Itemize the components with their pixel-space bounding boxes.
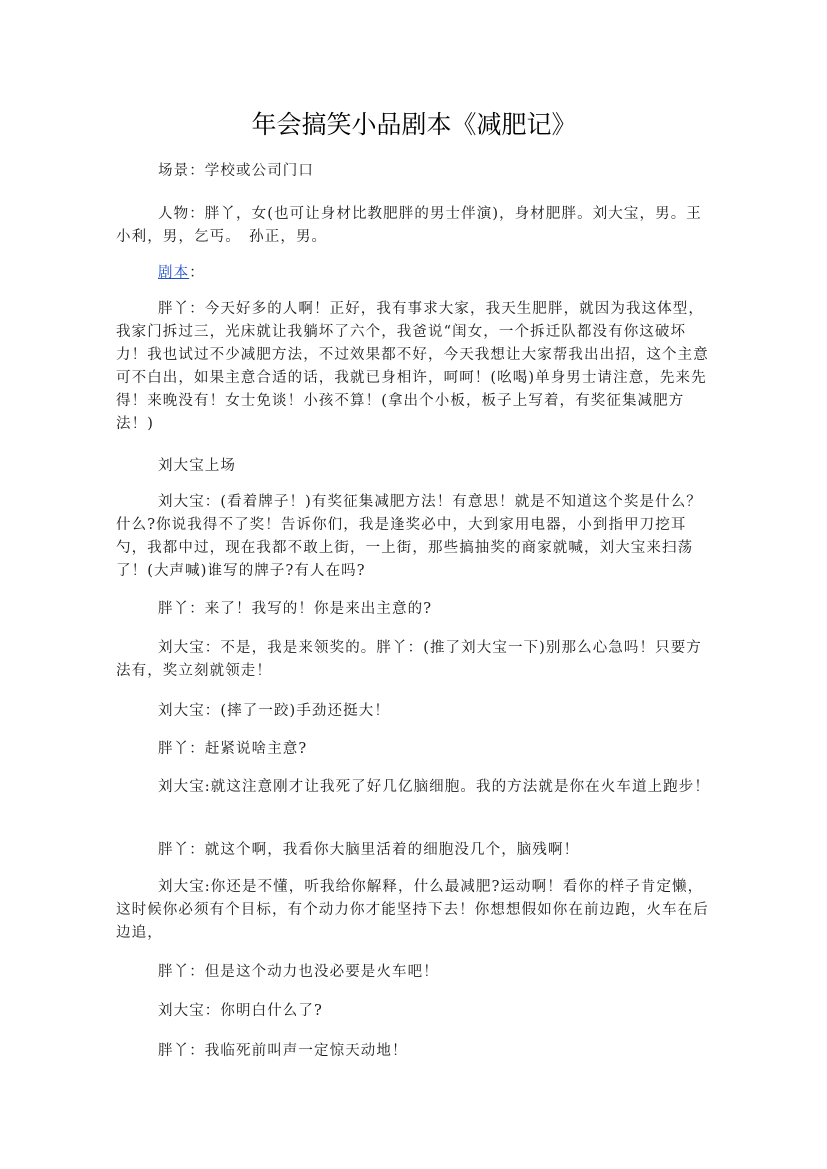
dialogue-paragraph: 刘大宝：(摔了一跤)手劲还挺大！ bbox=[158, 703, 390, 719]
script-heading-colon: ： bbox=[189, 265, 205, 281]
scene-line: 场景：学校或公司门口 bbox=[158, 163, 314, 179]
dialogue-paragraph: 胖丫：赶紧说啥主意? bbox=[158, 741, 308, 757]
dialogue-paragraph: 胖丫：今天好多的人啊！正好，我有事求大家，我天生肥胖，就因为我这体型，我家门拆过三，光床就让我躺坏了六个，我爸说“闺女，一个拆迁队都没有你这破坏力！我也试过不少减肥方法，不过效果都不好，今天我想让大家帮我出出招，这个主意可不白出，如果主意合适的话，我就已身相许，呵呵！(吆喝)单身男士请注意，先来先得！来晚没有！女士免谈！小孩不算！(拿出个小板，板子上写着，有奖征集减肥方法！) bbox=[116, 301, 709, 432]
dialogue-paragraph: 胖丫：来了！我写的！你是来出主意的? bbox=[158, 601, 433, 617]
characters-paragraph: 人物：胖丫，女(也可让身材比教肥胖的男士伴演)，身材肥胖。刘大宝，男。王小利，男，乞丐。 孙正，男。 bbox=[116, 206, 702, 245]
script-heading bbox=[116, 262, 712, 285]
dialogue-paragraph: 胖丫：就这个啊，我看你大脑里活着的细胞没几个，脑残啊！ bbox=[158, 842, 580, 858]
dialogue-paragraph: 胖丫：但是这个动力也没必要是火车吧！ bbox=[158, 964, 439, 980]
stage-direction: 刘大宝上场 bbox=[158, 458, 236, 474]
script-link[interactable]: 剧本 bbox=[158, 265, 190, 281]
dialogue-paragraph: 刘大宝：不是，我是来领奖的。胖丫：(推了刘大宝一下)别那么心急吗！只要方法有，奖立刻就领走！ bbox=[116, 640, 702, 679]
dialogue-paragraph: 刘大宝:你还是不懂，听我给你解释，什么最减肥?运动啊！看你的样子肯定懒，这时候你必须有个目标，有个动力你才能坚持下去！你想想假如你在前边跑，火车在后边追， bbox=[116, 879, 709, 941]
dialogue-paragraph: 刘大宝：(看着牌子！)有奖征集减肥方法！有意思！就是不知道这个奖是什么？什么?你说我得不了奖！告诉你们，我是逢奖必中，大到家用电器，小到指甲刀挖耳勺，我都中过，现在我都不敢上街，一上街，那些搞抽奖的商家就喊，刘大宝来扫荡了！(大声喊)谁写的牌子?有人在吗? bbox=[116, 494, 702, 579]
dialogue-paragraph: 刘大宝:就这注意刚才让我死了好几亿脑细胞。我的方法就是你在火车道上跑步！ bbox=[158, 779, 710, 795]
dialogue-paragraph: 胖丫：我临死前叫声一定惊天动地！ bbox=[158, 1043, 408, 1059]
document-title: 年会搞笑小品剧本《减肥记》 bbox=[251, 110, 577, 139]
dialogue-paragraph: 刘大宝：你明白什么了? bbox=[158, 1003, 323, 1019]
